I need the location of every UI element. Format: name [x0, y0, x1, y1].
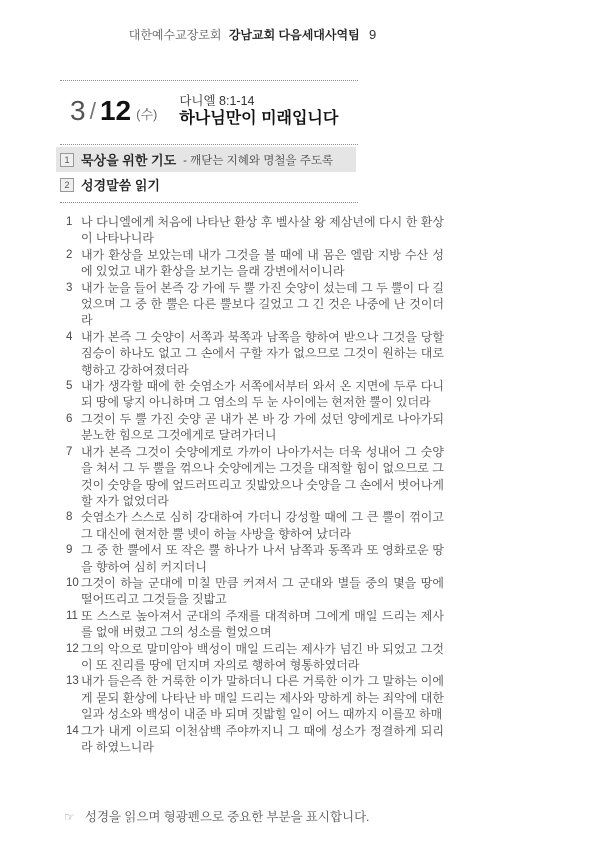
verse-text: 또 스스로 높아져서 군대의 주재를 대적하며 그에게 매일 드리는 제사를 없애 버렸고 그의 성소를 헐었으며: [81, 608, 444, 640]
verse-text: 그의 악으로 말미암아 백성이 매일 드리는 제사가 넘긴 바 되었고 그것이 또 진리를 땅에 던지며 자의로 행하여 형통하였더라: [81, 641, 444, 672]
verse-text: 그것이 두 뿔 가진 숫양 곧 내가 본 바 강 가에 섰던 양에게로 나아가되 분노한 힘으로 그것에게로 달려가더니: [81, 411, 445, 443]
date-weekday: (수): [136, 106, 158, 122]
date: [70, 95, 157, 127]
verse-row: [66, 542, 444, 575]
verse-number: 4: [66, 330, 73, 343]
date-month: 3: [70, 95, 86, 126]
verse-text: 내가 생각할 때에 한 숫염소가 서쪽에서부터 와서 온 지면에 두루 다니되 땅에 닿지 아니하며 그 염소의 두 눈 사이에는 현저한 뿔이 있더라: [81, 379, 444, 410]
footer-instruction: 성경을 읽으며 형광펜으로 중요한 부분을 표시합니다.: [84, 810, 370, 824]
verse-row: [66, 509, 444, 542]
date-title-row: [70, 89, 600, 133]
church-team-label: 강남교회 다음세대사역팀: [228, 28, 360, 42]
verse-text: 그가 내게 이르되 이천삼백 주야까지니 그 때에 성소가 정결하게 되리라 하였느니라: [81, 723, 444, 754]
verse-number: 5: [66, 380, 73, 393]
section-title: 묵상을 위한 기도: [81, 153, 177, 168]
devotional-page: [0, 26, 600, 850]
reading-heading: [179, 94, 338, 128]
page-header: [60, 26, 445, 43]
footer-note: [64, 807, 369, 825]
section-number-box-2: 2: [60, 178, 74, 192]
date-day: 12: [99, 95, 132, 126]
dotted-divider-middle: [60, 144, 358, 145]
scripture-reference: 다니엘 8:1-14: [179, 94, 255, 108]
verse-text: 내가 눈을 들어 본즉 강 가에 두 뿔 가진 숫양이 섰는데 그 두 뿔이 다 길었으며 그 중 한 뿔은 다른 뿔보다 길었고 그 긴 것은 나중에 난 것이더라: [81, 280, 444, 328]
section-meditation-prayer: [56, 147, 356, 172]
section-title: 성경말씀 읽기: [81, 178, 160, 193]
dotted-divider-bottom: [60, 202, 358, 203]
verse-text: 나 다니엘에게 처음에 나타난 환상 후 벨사살 왕 제삼년에 다시 한 환상이 나타나니라: [81, 215, 444, 246]
verse-row: [66, 723, 444, 756]
verse-row: [66, 378, 444, 411]
section-scripture-reading: [56, 172, 356, 197]
verse-number: 3: [66, 281, 73, 294]
verse-number: 10: [66, 576, 79, 589]
verse-row: [66, 673, 444, 722]
verse-text: 내가 들은즉 한 거룩한 이가 말하더니 다른 거룩한 이가 그 말하는 이에게 묻되 환상에 나타난 바 매일 드리는 제사와 망하게 하는 죄악에 대한 일과 성소와 백성이 내준 바 되며 짓밟힐 일이 어느 때까지 이를꼬 하매: [81, 674, 444, 722]
verse-text: 그 중 한 뿔에서 또 작은 뿔 하나가 나서 남쪽과 동쪽과 또 영화로운 땅을 향하여 심히 커지더니: [81, 543, 444, 574]
verse-row: [66, 575, 444, 608]
section-list: [0, 147, 600, 197]
verse-row: [66, 608, 444, 641]
verse-number: 11: [66, 609, 78, 622]
date-separator: /: [89, 97, 96, 124]
verse-row: [66, 641, 444, 674]
dotted-divider-top: [60, 80, 358, 81]
verse-number: 14: [66, 724, 79, 737]
section-number-box-1: 1: [60, 153, 74, 167]
verse-row: [66, 329, 444, 378]
verse-row: [66, 280, 444, 329]
verse-text: 내가 본즉 그 숫양이 서쪽과 북쪽과 남쪽을 향하여 받으나 그것을 당할 짐승이 하나도 없고 그 손에서 구할 자가 없으므로 그것이 원하는 대로 행하고 강하여졌더라: [81, 329, 444, 377]
verse-number: 12: [66, 642, 79, 655]
verse-number: 2: [66, 248, 73, 261]
verse-text: 내가 본즉 그것이 숫양에게로 가까이 나아가서는 더욱 성내어 그 숫양을 쳐서 그 두 뿔을 꺾으나 숫양에게는 그것을 대적할 힘이 없으므로 그것이 숫양을 땅에 엎드러뜨리고 짓밟았으나 숫양을 그 손에서 벗어나게 할 자가 없었더라: [81, 444, 444, 508]
verse-number: 13: [66, 675, 79, 688]
pointing-hand-icon: ☞: [64, 810, 75, 824]
verse-row: [66, 411, 444, 444]
verse-row: [66, 247, 444, 280]
devotional-title: 하나님만이 미래입니다: [179, 110, 339, 127]
verse-row: [66, 214, 444, 247]
page-number: 9: [369, 27, 377, 42]
verse-number: 1: [66, 216, 73, 228]
verse-number: 8: [66, 511, 73, 524]
verse-text: 내가 환상을 보았는데 내가 그것을 볼 때에 내 몸은 엘람 지방 수산 성에 있었고 내가 환상을 보기는 을래 강변에서이니라: [81, 247, 444, 279]
verse-number: 6: [66, 412, 73, 425]
verse-row: [66, 444, 444, 510]
verse-text: 숫염소가 스스로 심히 강대하여 가더니 강성할 때에 그 큰 뿔이 꺾이고 그 대신에 현저한 뿔 넷이 하늘 사방을 향하여 났더라: [81, 510, 444, 541]
section-subtitle: - 깨닫는 지혜와 명철을 주도록: [183, 154, 334, 167]
verse-list: [66, 214, 444, 755]
denomination-label: 대한예수교장로회: [128, 28, 222, 42]
verse-number: 9: [66, 544, 73, 557]
verse-text: 그것이 하늘 군대에 미칠 만큼 커져서 그 군대와 별들 중의 몇을 땅에 떨어뜨리고 그것들을 짓밟고: [81, 575, 444, 607]
verse-number: 7: [66, 445, 73, 458]
